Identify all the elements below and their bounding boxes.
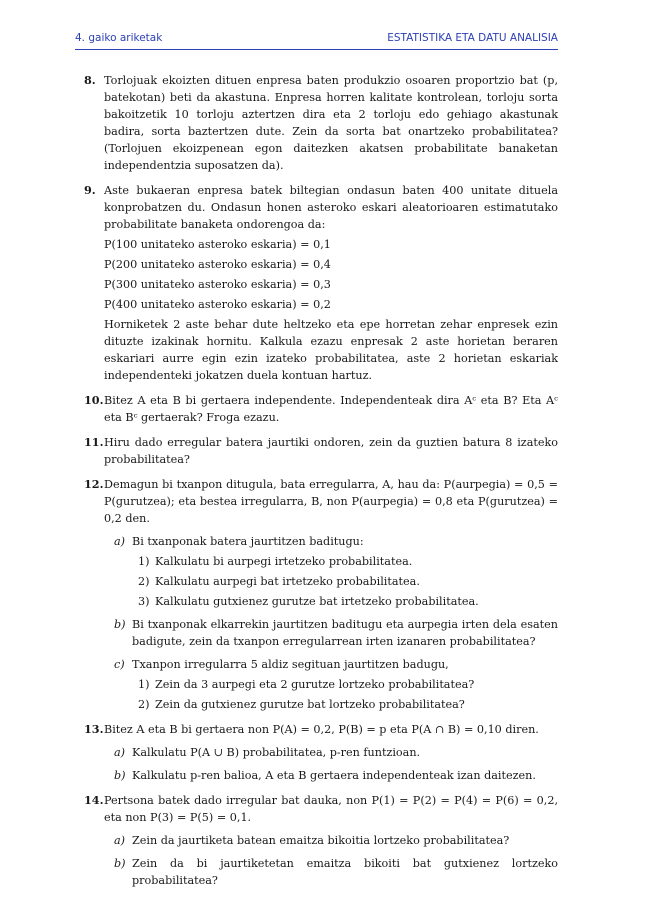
exercise-8 [75,72,558,174]
probability-line: P(100 unitateko asteroko eskaria) = 0,1 [104,238,331,251]
item-label: 2) [138,575,150,588]
exercise-text: Bitez A eta B bi gertaera non P(A) = 0,2, P(B) = p eta P(A ∩ B) = 0,10 diren. [104,723,539,736]
exercise-12 [75,476,558,713]
header-title: ESTATISTIKA ETA DATU ANALISIA [387,32,558,44]
probability-line: P(300 unitateko asteroko eskaria) = 0,3 [104,278,331,291]
exercise-text: Aste bukaeran enpresa batek biltegian ondasun baten 400 unitate dituela konprobatzen du. Ondasun honen asteroko eskari aleatorioaren estimatutako probabilitate banaketa ondorengoa da: [104,184,558,231]
exercise-11 [75,434,558,468]
sub-question-a [104,533,558,610]
sub-question-a [104,744,558,761]
exercise-text: Pertsona batek dado irregular bat dauka, non P(1) = P(2) = P(4) = P(6) = 0,2, eta non P(3) = P(5) = 0,1. [104,794,558,824]
exercise-text: Demagun bi txanpon ditugula, bata erregularra, A, hau da: P(aurpegia) = 0,5 = P(gurutzea); eta bestea irregularra, B, non P(aurpegia) = 0,8 eta P(gurutzea) = 0,2 den. [104,478,558,525]
sub-label: a) [114,746,126,759]
exercise-number: 14. [84,793,104,807]
exercise-text: Torlojuak ekoizten dituen enpresa baten produkzio osoaren proportzio bat (p, batekotan) beti da akastuna. Enpresa horren kalitate kontrolean, torloju sorta bakoitzetik 10 torloju aztertzen dira eta 2 torloju edo gehiago akastunak badira, sorta baztertzen dute. Zein da sorta bat onartzeko probabilitatea? (Torlojuen ekoizpenean egon daitezken akatsen probabilitate banaketan independentzia suposatzen da). [104,74,558,172]
exercise-list [75,72,558,897]
sub-text: Kalkulatu p-ren balioa, A eta B gertaera independenteak izan daitezen. [132,769,536,782]
exercise-number: 12. [84,477,104,491]
exercise-text-continued: Horniketek 2 aste behar dute heltzeko eta epe horretan zehar enpresek ezin dituzte izakinak hornitu. Kalkula ezazu enpresak 2 aste horietan beraren eskariari aurre egin ezin izateko probabilitatea, aste 2 horietan eskariak independenteki jokatzen duela kontuan hartuz. [104,318,558,382]
item-2 [132,573,558,590]
probability-line: P(200 unitateko asteroko eskaria) = 0,4 [104,258,331,271]
exercise-13 [75,721,558,784]
item-label: 1) [138,678,150,691]
sub-label: b) [114,769,126,782]
sub-label: b) [114,857,126,870]
exercise-text: Hiru dado erregular batera jaurtiki ondoren, zein da guztien batura 8 izateko probabilitatea? [104,436,558,466]
sub-label: c) [114,658,125,671]
sub-label: b) [114,618,126,631]
exercise-number: 9. [84,183,96,197]
sub-text: Txanpon irregularra 5 aldiz segituan jaurtitzen badugu, [132,658,449,671]
item-text: Kalkulatu bi aurpegi irtetzeko probabilitatea. [155,555,413,568]
header-chapter: 4. gaiko ariketak [75,32,163,44]
sub-label: a) [114,834,126,847]
sub-question-b [104,616,558,650]
item-label: 1) [138,555,150,568]
item-1 [132,553,558,570]
exercise-10 [75,392,558,426]
exercise-number: 13. [84,722,104,736]
exercise-text: Bitez A eta B bi gertaera independente. Independenteak dira Aᶜ eta B? Eta Aᶜ eta Bᶜ gertaerak? Froga ezazu. [104,394,558,424]
exercise-number: 8. [84,73,96,87]
item-label: 3) [138,595,150,608]
sub-text: Zein da jaurtiketa batean emaitza bikoitia lortzeko probabilitatea? [132,834,510,847]
item-2 [132,696,558,713]
sub-text: Kalkulatu P(A ∪ B) probabilitatea, p-ren funtzioan. [132,746,421,759]
item-label: 2) [138,698,150,711]
probability-line: P(400 unitateko asteroko eskaria) = 0,2 [104,298,331,311]
exercise-9 [75,182,558,384]
sub-text: Bi txanponak batera jaurtitzen baditugu: [132,535,364,548]
sub-question-a [104,832,558,849]
page-header [75,31,558,50]
item-text: Zein da 3 aurpegi eta 2 gurutze lortzeko probabilitatea? [155,678,475,691]
sub-question-c [104,656,558,713]
sub-text: Bi txanponak elkarrekin jaurtitzen baditugu eta aurpegia irten dela esaten badigute, zein da txanpon erregularrean irten izanaren probabilitatea? [132,618,558,648]
exercise-number: 10. [84,393,104,407]
sub-question-b [104,767,558,784]
exercise-14 [75,792,558,889]
sub-question-b [104,855,558,889]
sub-text: Zein da bi jaurtiketetan emaitza bikoiti bat gutxienez lortzeko probabilitatea? [132,857,558,887]
item-text: Kalkulatu aurpegi bat irtetzeko probabilitatea. [155,575,420,588]
sub-label: a) [114,535,126,548]
item-3 [132,593,558,610]
item-1 [132,676,558,693]
item-text: Kalkulatu gutxienez gurutze bat irtetzeko probabilitatea. [155,595,479,608]
item-text: Zein da gutxienez gurutze bat lortzeko probabilitatea? [155,698,465,711]
exercise-number: 11. [84,435,104,449]
